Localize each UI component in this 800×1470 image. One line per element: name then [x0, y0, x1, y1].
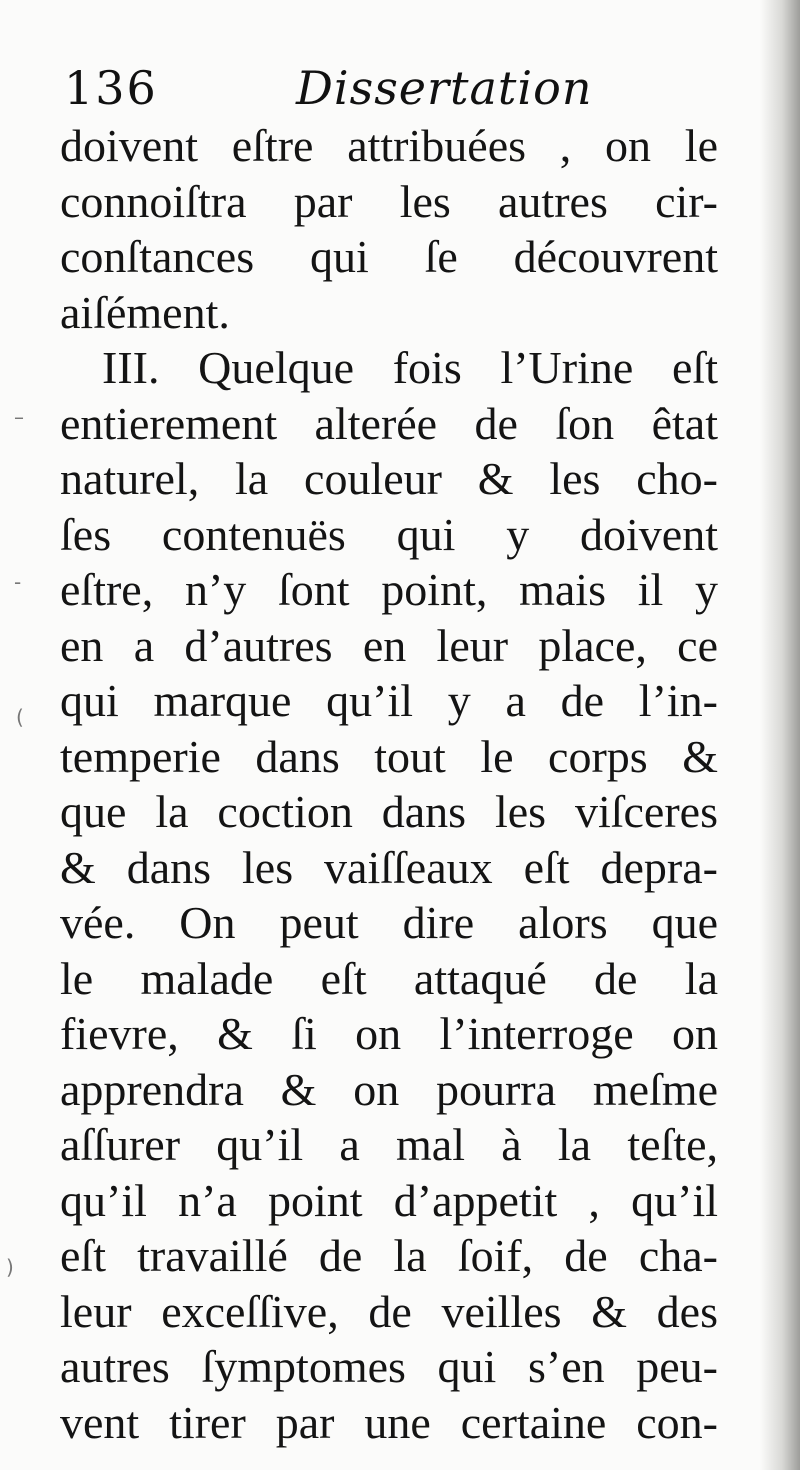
text-line: fievre, & ſi on l’interroge on — [60, 1008, 718, 1059]
text-line: autres ſymptomes qui s’en peu- — [60, 1341, 718, 1392]
text-line: qu’il n’a point d’appetit , qu’il — [60, 1174, 718, 1226]
text-line: doivent eſtre attribuées , on le — [60, 120, 718, 171]
page-number: 136 — [64, 61, 158, 115]
margin-dash: - — [14, 570, 22, 594]
text-line: connoiſtra par les autres cir- — [60, 175, 718, 227]
margin-mark: ) — [6, 1255, 14, 1279]
text-line: ſes contenuës qui y doivent — [60, 508, 718, 560]
text-line: naturel, la couleur & les cho- — [60, 453, 718, 504]
text-line: vent tirer par une certaine con- — [60, 1396, 718, 1448]
text-line: que la coction dans les viſceres — [60, 786, 718, 837]
margin-mark: ( — [16, 705, 24, 729]
text-line: apprendra & on pourra meſme — [60, 1063, 718, 1115]
page-header — [64, 58, 724, 118]
running-title: Dissertation — [296, 61, 593, 115]
text-line: temperie dans tout le corps & — [60, 730, 718, 782]
text-line: eſt travaillé de la ſoif, de cha- — [60, 1230, 718, 1281]
text-line: conſtances qui ſe découvrent — [60, 231, 718, 282]
text-line: eſtre, n’y ſont point, mais il y — [60, 564, 718, 615]
margin-dash: – — [14, 405, 24, 429]
text-line: leur exceſſive, de veilles & des — [60, 1285, 718, 1337]
text-line: qui marque qu’il y a de l’in- — [60, 675, 718, 726]
text-line: aiſément. — [60, 286, 230, 338]
page-edge-shadow — [760, 0, 800, 1470]
text-line: en a d’autres en leur place, ce — [60, 619, 718, 671]
text-line: vée. On peut dire alors que — [60, 897, 718, 948]
text-line: entierement alterée de ſon êtat — [60, 397, 718, 449]
text-line: III. Quelque fois l’Urine eſt — [102, 342, 718, 393]
body-text — [60, 118, 718, 1450]
text-line: le malade eſt attaqué de la — [60, 952, 718, 1004]
text-line: & dans les vaiſſeaux eſt depra- — [60, 841, 718, 893]
text-line: aſſurer qu’il a mal à la teſte, — [60, 1119, 718, 1170]
